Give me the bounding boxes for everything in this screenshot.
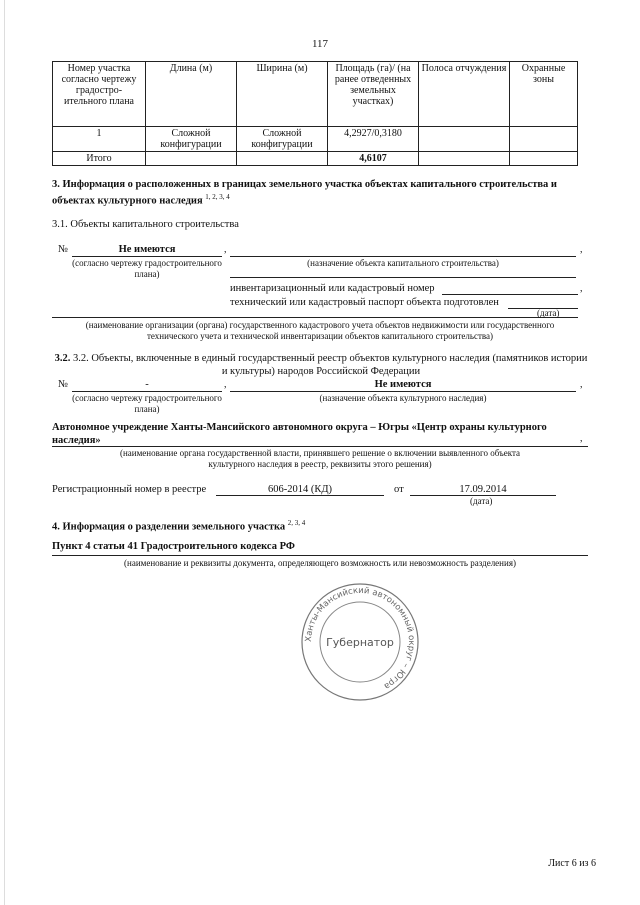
date-value: 17.09.2014 <box>459 484 507 495</box>
caption-purpose-32: (назначение объекта культурного наследия) <box>319 393 487 403</box>
caption-plan-32: (согласно чертежу градостроительного плана) <box>72 393 222 414</box>
inventory-line <box>442 294 578 295</box>
blank-line <box>230 277 576 278</box>
total-label: Итого <box>53 152 146 166</box>
number-line-32 <box>72 391 222 392</box>
caption-authority: (наименование органа государственной власти, принявшего решение о включении выявленного объекта культурного наследия в реестр, реквизиты этого решения) <box>119 448 521 469</box>
table-header: Охранные зоны <box>510 62 578 127</box>
purpose-line <box>230 256 576 257</box>
table-header: Номер участка согласно чертежу градостро-ительного плана <box>53 62 146 127</box>
inventory-label: инвентаризационный или кадастровый номер <box>230 283 435 294</box>
authority-line <box>52 446 588 447</box>
section31-title: 3.1. Объекты капитального строительства <box>52 219 239 230</box>
caption-purpose: (назначение объекта капитального строительства) <box>307 258 499 268</box>
stamp-center-text: Губернатор <box>326 636 394 649</box>
table-cell: Сложной конфигурации <box>146 127 237 152</box>
number-sign: № <box>58 244 69 255</box>
table-cell: 1 <box>53 127 146 152</box>
table-header: Площадь (га)/ (на ранее отведенных земельных участках) <box>328 62 419 127</box>
from-label: от <box>394 484 404 495</box>
number-line <box>72 256 222 257</box>
reg-label: Регистрационный номер в реестре <box>52 484 207 495</box>
section4-title: 4. Информация о разделении земельного участка $^{2, 3, 4}$ <box>52 519 306 533</box>
section4-value: Пункт 4 статьи 41 Градостроительного кодекса РФ <box>52 541 295 552</box>
table-cell <box>510 127 578 152</box>
org-line <box>52 317 578 318</box>
total-value: 4,6107 <box>328 152 419 166</box>
table-cell: Сложной конфигурации <box>237 127 328 152</box>
caption-plan: (согласно чертежу градостроительного плана) <box>72 258 222 279</box>
number-sign-32: № <box>58 379 69 390</box>
caption-date: (дата) <box>537 308 560 318</box>
section4-caption: (наименование и реквизиты документа, определяющего возможность или невозможность разделения) <box>124 558 516 568</box>
stamp-ring-text: Ханты-Мансийский автономный округ – Югра <box>303 585 417 692</box>
caption-date-2: (дата) <box>470 496 493 506</box>
caption-org: (наименование организации (органа) государственного кадастрового учета объектов недвижимости или государственного технического учета и технической инвентаризации объектов капитального строительства) <box>85 320 555 341</box>
table-header: Длина (м) <box>146 62 237 127</box>
passport-label: технический или кадастровый паспорт объекта подготовлен <box>230 297 499 308</box>
authority-name: Автономное учреждение Ханты-Мансийского автономного округа – Югры «Центр охраны культурного наследия» <box>52 422 547 446</box>
land-plot-table <box>52 61 578 166</box>
sheet-counter: Лист 6 из 6 <box>548 858 596 869</box>
seal-stamp <box>298 580 422 704</box>
table-total-row <box>53 152 578 166</box>
reg-line <box>216 495 384 496</box>
scan-edge <box>4 0 5 905</box>
table-header: Полоса отчуждения <box>419 62 510 127</box>
table-row <box>53 127 578 152</box>
number-value: Не имеются <box>118 244 176 255</box>
page-number: 117 <box>311 38 329 50</box>
number-value-32: - <box>145 379 149 390</box>
table-header-row <box>53 62 578 127</box>
table-cell: 4,2927/0,3180 <box>328 127 419 152</box>
table-header: Ширина (м) <box>237 62 328 127</box>
section32-title: 3.2. 3.2. Объекты, включенные в единый государственный реестр объектов культурного наследия (памятников истории и культуры) народов Российской Федерации <box>54 353 588 377</box>
section3-title: 3. Информация о расположенных в границах земельного участка объектах капитального строительства и объектах культурного наследия $^{1, 2, 3, 4}$ <box>52 179 557 207</box>
section4-line <box>52 555 588 556</box>
document-page: 117 Номер участка согласно чертежу градостро-ительного плана Длина (м) Ширина (м) Площадь (га)/ (на ранее отведенных земельных участках) Полоса отчуждения Охранные зоны 1 Сложной конфигурации Сложной конфигурации 4,2927/0,3180 Итого 4,6107 3. Информация о расположенных в границах земельного участка объектах капитального строительства и объектах культурного наследия $^{1, 2, 3, 4}$ 3.1. Объекты капитального строительства № Не имеются , , (согласно чертежу градостроительного плана) (назначение объекта капитального строительства) инвентаризационный или кадастровый номер , технический или кадастровый паспорт объекта подготовлен (дата) (наименование организации (органа) государственного кадастрового учета объектов недвижимости или государственного технического учета и технической инвентаризации объектов капитального строительства) 3.2. 3.2. Объекты, включенные в единый государственный реестр объектов культурного наследия (памятников истории и культуры) народов Российской Федерации № - , Не имеются , (согласно чертежу градостроительного плана) (назначение объекта культурного наследия) Автономное учреждение Ханты-Мансийского автономного округа – Югры «Центр охраны культурного наследия» , (наименование органа государственной власти, принявшего решение о включении выявленного объекта культурного наследия в реестр, реквизиты этого решения) Регистрационный номер в реестре 606-2014 (КД) от 17.09.2014 (дата) 4. Информация о разделении земельного участка $^{2, 3, 4}$ Пункт 4 статьи 41 Градостроительного кодекса РФ (наименование и реквизиты документа, определяющего возможность или невозможность разделения) Ханты-Мансийский автономный округ – Югра Губернатор Лист 6 из 6 <box>0 0 640 905</box>
purpose-line-32 <box>230 391 576 392</box>
purpose-value-32: Не имеются <box>374 379 432 390</box>
reg-value: 606-2014 (КД) <box>267 484 333 495</box>
table-cell <box>419 127 510 152</box>
